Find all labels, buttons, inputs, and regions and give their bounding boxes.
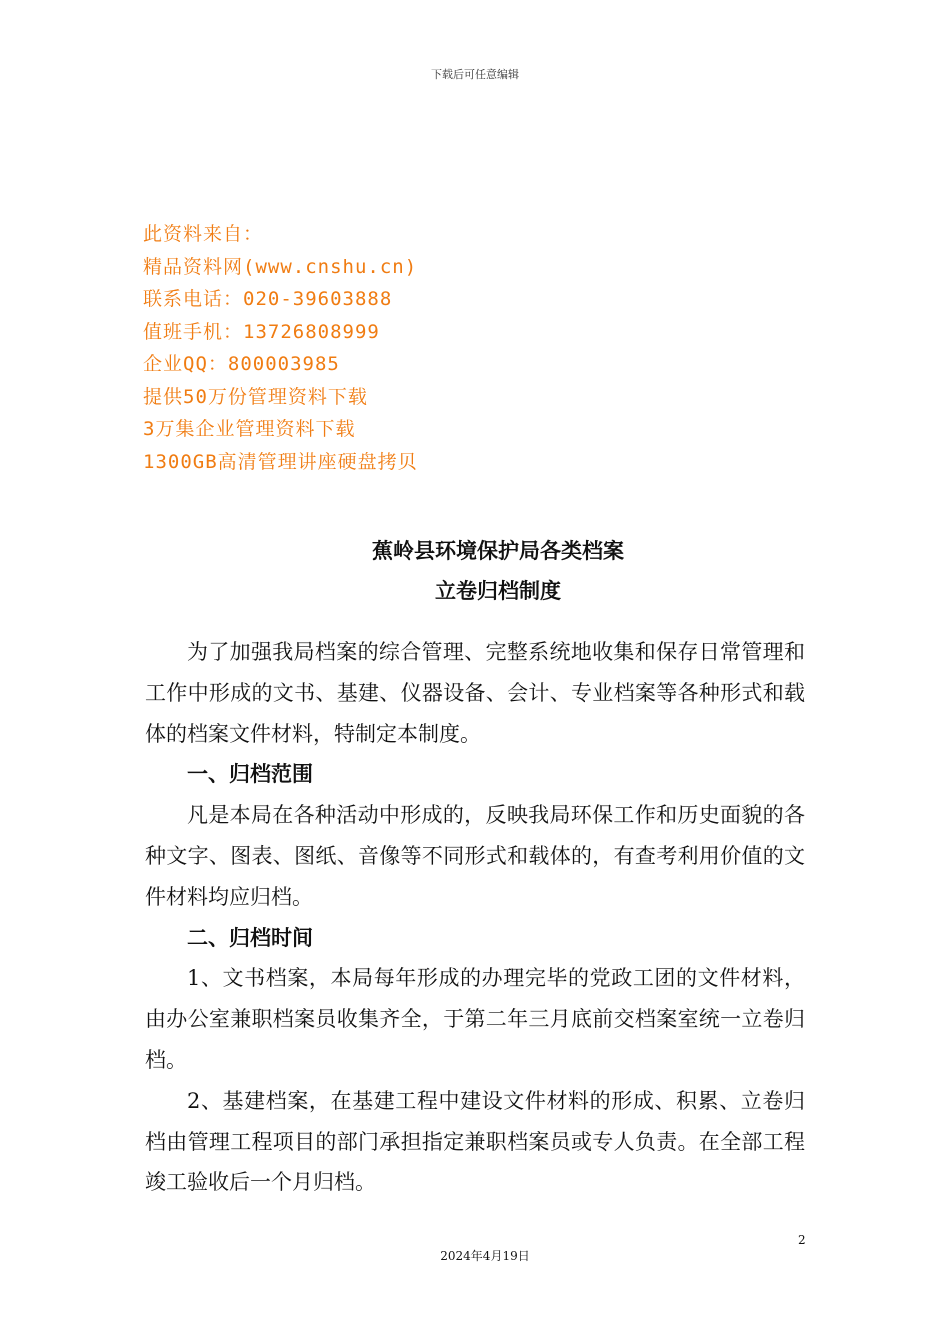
document-title-line-2: 立卷归档制度 <box>435 578 561 603</box>
footer-date: 2024年4月19日 <box>440 1249 530 1263</box>
section-heading-scope: 一、归档范围 <box>187 761 313 787</box>
page-number: 2 <box>798 1233 806 1247</box>
ad-line-phone: 联系电话：020-39603888 <box>143 288 393 310</box>
ad-line-website: 精品资料网(www.cnshu.cn) <box>143 255 418 278</box>
scope-paragraph: 凡是本局在各种活动中形成的，反映我局环保工作和历史面貌的各种文字、图表、图纸、音像等不同形式和载体的，有查考利用价值的文件材料均应归档。 <box>145 803 805 909</box>
section-heading-timing: 二、归档时间 <box>187 924 313 950</box>
intro-paragraph: 为了加强我局档案的综合管理、完整系统地收集和保存日常管理和工作中形成的文书、基建、仪器设备、会计、专业档案等各种形式和载体的档案文件材料，特制定本制度。 <box>145 640 805 746</box>
document-body <box>145 632 805 1203</box>
advertisement-block <box>143 218 418 478</box>
ad-line-source: 此资料来自： <box>143 223 264 245</box>
ad-line-mobile: 值班手机：13726808999 <box>143 320 380 343</box>
ad-line-offer-1: 提供50万份管理资料下载 <box>143 385 368 408</box>
timing-item-1: 1、文书档案，本局每年形成的办理完毕的党政工团的文件材料，由办公室兼职档案员收集齐全，于第二年三月底前交档案室统一立卷归档。 <box>145 966 805 1072</box>
ad-line-offer-2: 3万集企业管理资料下载 <box>143 418 356 440</box>
document-title-line-1: 蕉岭县环境保护局各类档案 <box>372 538 624 563</box>
ad-line-qq: 企业QQ：800003985 <box>143 353 340 375</box>
ad-line-offer-3: 1300GB高清管理讲座硬盘拷贝 <box>143 450 418 473</box>
timing-item-2: 2、基建档案，在基建工程中建设文件材料的形成、积累、立卷归档由管理工程项目的部门承担指定兼职档案员或专人负责。在全部工程竣工验收后一个月归档。 <box>145 1088 805 1195</box>
header-note: 下载后可任意编辑 <box>431 68 519 81</box>
